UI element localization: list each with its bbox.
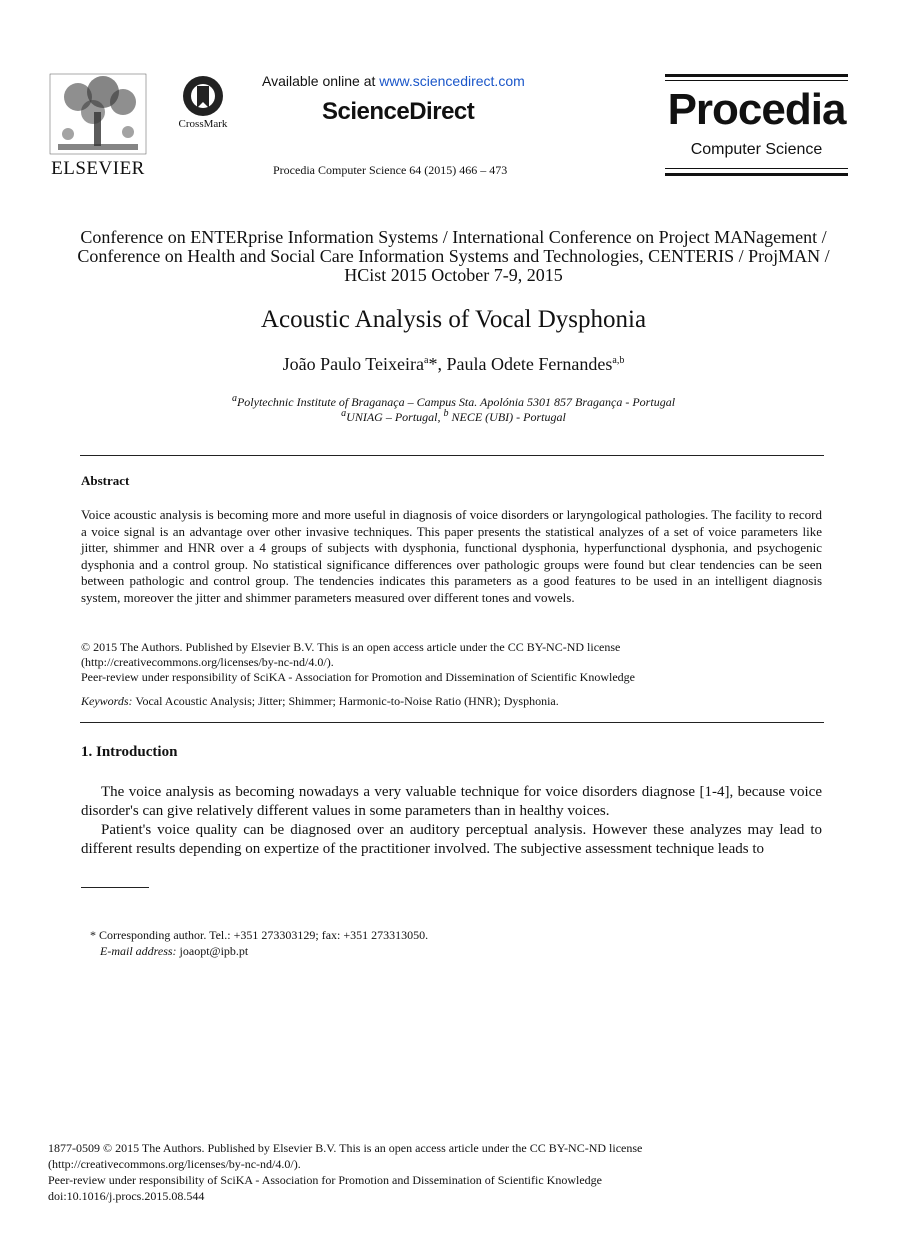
license-link[interactable]: (http://creativecommons.org/licenses/by-nc-nd/4.0/). [48, 1157, 301, 1171]
doi[interactable]: doi:10.1016/j.procs.2015.08.544 [48, 1189, 205, 1203]
license-link[interactable]: (http://creativecommons.org/licenses/by-nc-nd/4.0/). [81, 655, 334, 669]
divider [80, 455, 824, 456]
keywords-text: Vocal Acoustic Analysis; Jitter; Shimmer; Harmonic-to-Noise Ratio (HNR); Dysphonia. [132, 694, 559, 708]
footnote-rule [81, 887, 149, 888]
available-prefix: Available online at [262, 73, 380, 89]
logo-rule [665, 74, 848, 77]
paragraph: Patient's voice quality can be diagnosed over an auditory perceptual analysis. However these analyzes may lead to different results depending on expertize of the practitioner involved. The subjective assessment technique leads to [81, 822, 822, 857]
peer-review-line: Peer-review under responsibility of SciKA - Association for Promotion and Dissemination of Scientific Knowledge [48, 1173, 602, 1187]
logo-rule [665, 168, 848, 169]
crossmark-label: CrossMark [178, 118, 228, 130]
crossmark-icon [172, 74, 234, 118]
author-list [60, 354, 847, 375]
affiliation [60, 408, 847, 425]
affiliation-text: Polytechnic Institute of Braganaça – Campus Sta. Apolónia 5301 857 Bragança - Portugal [236, 395, 676, 409]
crossmark-badge[interactable] [172, 74, 234, 136]
license-notice [81, 640, 822, 685]
sciencedirect-link[interactable]: www.sciencedirect.com [379, 73, 525, 89]
paper-title: Acoustic Analysis of Vocal Dysphonia [260, 306, 647, 333]
publisher-name: ELSEVIER [51, 158, 145, 179]
keywords-label: Keywords: [81, 694, 133, 708]
conference-name: Conference on ENTERprise Information Systems / International Conference on Project MANagement / Conference on Health and Social Care Information Systems and Technologies, CENTERIS / ProjMAN / HCist 2015 October 7-9, 2015 [77, 227, 830, 285]
keywords [81, 694, 822, 709]
footnote-email [100, 944, 248, 959]
abstract-heading: Abstract [81, 473, 130, 488]
footnote: * Corresponding author. Tel.: +351 273303129; fax: +351 273313050. [90, 928, 429, 942]
affiliation-mark: b [443, 408, 449, 419]
issn-line: 1877-0509 © 2015 The Authors. Published by Elsevier B.V. This is an open access article under the CC BY-NC-ND license [48, 1141, 643, 1155]
affiliation-mark: a,b [612, 355, 625, 366]
procedia-logo [665, 74, 848, 177]
logo-rule [665, 173, 848, 176]
affiliation-text: NECE (UBI) - Portugal [448, 410, 566, 424]
journal-logo-subtitle: Computer Science [690, 141, 823, 158]
section-body [81, 783, 822, 859]
affiliation-mark: a [424, 355, 429, 366]
author-name: João Paulo Teixeira [282, 354, 424, 374]
email-address[interactable]: joaopt@ipb.pt [176, 944, 249, 958]
affiliation-mark: a [341, 408, 347, 419]
divider [80, 722, 824, 723]
elsevier-tree-icon [48, 72, 148, 156]
license-line: Peer-review under responsibility of SciKA - Association for Promotion and Dissemination of Scientific Knowledge [81, 670, 635, 684]
bottom-notice [48, 1140, 808, 1204]
affiliation-text: UNIAG – Portugal, [346, 410, 444, 424]
corresponding-mark: *, [428, 354, 447, 374]
available-online [262, 73, 525, 89]
license-line: © 2015 The Authors. Published by Elsevier B.V. This is an open access article under the CC BY-NC-ND license [81, 640, 621, 654]
platform-name: ScienceDirect [322, 98, 475, 125]
elsevier-logo [48, 72, 148, 180]
logo-rule [665, 80, 848, 81]
paragraph: The voice analysis as becoming nowadays a very valuable technique for voice disorders diagnose [1-4], because voice disorder's can give relatively different values in some parameters than in healthy voices. [81, 784, 822, 819]
journal-logo-title: Procedia [667, 85, 846, 134]
section-heading: 1. Introduction [81, 744, 178, 760]
abstract-body: Voice acoustic analysis is becoming more and more useful in diagnosis of voice disorders or laryngological pathologies. The facility to record a voice signal is an advantage over other invasive techniques. This paper presents the statistical analyzes of a set of voice parameters like jitter, shimmer and HNR over a 4 groups of subjects with dysphonia, functional dysphonia, hyperfunctional dysphonia, and psychogenic dysphonia and a control group. No statistical significance differences over pathologic groups were found but clear tendencies can be seen between pathologic and control group. The tendencies indicates this parameters as a good features to be used in an intelligent diagnosis system, moreover the jitter and shimmer parameters measured over different tones and vowels. [81, 507, 822, 605]
email-label: E-mail address: [100, 944, 177, 958]
affiliation-mark: a [231, 393, 237, 404]
author-name: Paula Odete Fernandes [446, 354, 613, 374]
journal-reference: Procedia Computer Science 64 (2015) 466 – 473 [273, 163, 508, 177]
